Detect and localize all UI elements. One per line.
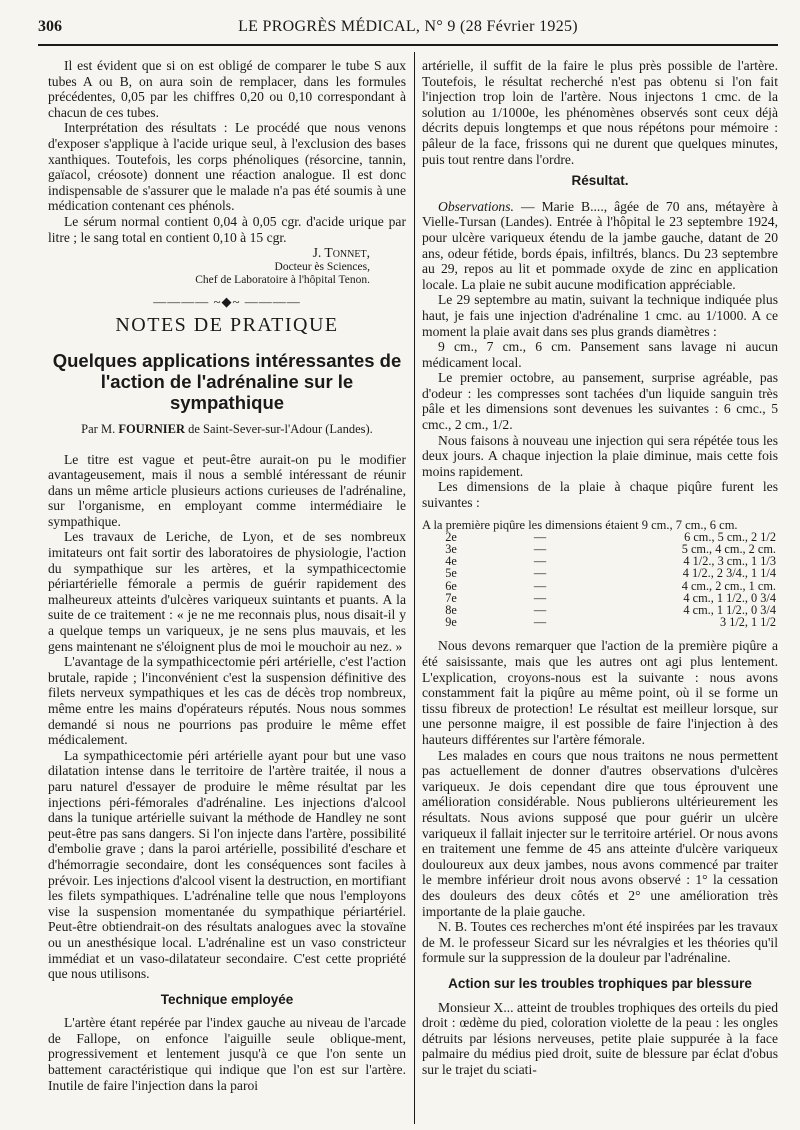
table-cell: 4 cm., 2 cm., 1 cm. — [681, 578, 776, 593]
table-cell: 5e — [445, 566, 457, 581]
paragraph — [48, 120, 406, 214]
table-cell: A la première piqûre les dimensions étaient 9 cm., 7 cm., 6 cm. — [422, 517, 738, 532]
table-row — [422, 519, 778, 531]
action-heading: Action sur les troubles trophiques par blessure — [448, 975, 752, 991]
observation — [422, 199, 778, 293]
table-row — [422, 616, 778, 628]
technique-heading: Technique employée — [160, 991, 294, 1007]
table-cell: 3e — [445, 542, 457, 557]
page-header — [38, 14, 778, 46]
table-cell: 9e — [445, 615, 457, 630]
article-title: Quelques applications intéressantes de l'action de l'adrénaline sur le sympathique — [52, 349, 402, 413]
table-cell: 3 1/2, 1 1/2 — [719, 615, 776, 630]
paragraph: N. B. Toutes ces recherches m'ont été inspirées par les travaux de M. le professeur Sicard sur les névralgies et les théories qu'il formule sur la suppression de la douleur par l'adrénaline. — [422, 919, 778, 966]
table-cell: — — [533, 529, 547, 544]
byline — [48, 422, 406, 438]
paragraph: Le titre est vague et peut-être aurait-on pu le modifier avantageusement, mais il nous a semblé intéressant de réunir dans un même article plusieurs actions curieuses de l'adrénaline, sur l'organisme, en employant comme intermédiaire le sympathique. — [48, 451, 406, 529]
table-cell: 4e — [445, 554, 457, 569]
table-row — [422, 567, 778, 579]
table-cell: 4 1/2., 3 cm., 1 1/3 — [683, 554, 776, 569]
table-cell: — — [533, 578, 547, 593]
paragraph: Les malades en cours que nous traitons ne nous permettent pas actuellement de donner d'autres observations d'ulcères variqueux. Je dois cependant dire que tous éprouvent une amélioration considérable. Nous publierons ultérieurement les résultats. Nous avions supposé que pour guérir un ulcère variqueux il fallait injecter sur le territoire artériel. Or nous avons en traitement une femme de 45 ans atteinte d'ulcère variqueux douloureux aux deux jambes, nous avons commencé par traiter le membre inférieur droit nous avons observé : 1° la cessation des douleurs des deux côtés et 2° une amélioration très importante de la plaie gauche. — [422, 747, 778, 919]
signature-affiliation: Chef de Laboratoire à l'hôpital Tenon. — [195, 273, 370, 286]
paragraph: 9 cm., 7 cm., 6 cm. Pansement sans lavage ni aucun médicament local. — [422, 339, 778, 370]
table-cell: 6e — [445, 578, 457, 593]
signature-name: J. Tonnet, — [312, 245, 370, 261]
section-title: NOTES DE PRATIQUE — [115, 314, 339, 337]
left-column — [48, 58, 406, 1093]
paragraph: Le 29 septembre au matin, suivant la technique indiquée plus haut, je fais une injection d'adrénaline 1 cmc. au 1/1000. A ce moment la plaie avait dans ses plus grands diamètres : — [422, 292, 778, 339]
paragraph: Le premier octobre, au pansement, surprise agréable, pas d'odeur : les compresses sont tachées d'un liquide sanguin très pâle et les dimensions sont devenues les suivantes : 6 cmc., 5 cmc., 2 cm., 1/2. — [422, 370, 778, 433]
signature-title: Docteur ès Sciences, — [274, 260, 370, 273]
table-cell: 4 1/2., 2 3/4., 1 1/4 — [682, 566, 776, 581]
table-row — [422, 580, 778, 592]
table-cell: 8e — [445, 603, 457, 618]
table-cell: 5 cm., 4 cm., 2 cm. — [681, 542, 776, 557]
journal-title: LE PROGRÈS MÉDICAL, N° 9 (28 Février 1925) — [238, 18, 578, 35]
right-column — [422, 58, 778, 1077]
paragraph: Nous faisons à nouveau une injection qui sera répétée tous les deux jours. A chaque injection la plaie diminue, mais cette fois moins rapidement. — [422, 432, 778, 479]
table-cell: 4 cm., 1 1/2., 0 3/4 — [683, 603, 776, 618]
signature — [48, 245, 406, 287]
paragraph-text: Interprétation des résultats : Le procédé que nous venons d'exposer s'applique à l'acide urique seul, à l'exclusion des bases xanthiques. Toutefois, les corps phénoliques (résorcine, tannin, gaïacol, créosote) donnent une réaction analogue. Il est donc indispensable de s'assurer que le malade n'a pas été soumis à une médication contenant ces phénols. — [48, 120, 406, 214]
observation-text: — Marie B...., âgée de 70 ans, métayère à Vielle-Tursan (Landes). Entrée à l'hôpital le 23 septembre 1924, pour ulcère variqueux étendu de la jambe gauche, datant de 20 ans, odeur fétide, bords épais, infiltrés, blancs. Du 23 septembre au 29, repos au lit et pommade oxyde de zinc en application locale. La plaie ne subit aucune modification appréciable. — [422, 198, 778, 292]
table-cell: 4 cm., 1 1/2., 0 3/4 — [683, 590, 776, 605]
paragraph: L'avantage de la sympathicectomie péri artérielle, c'est l'action brutale, rapide ; l'inconvénient c'est la suspension définitive des filets nerveux sympathiques et les cas de décès trop nombreux, même entre les mains d'opérateurs réputés. Nous nous sommes demandé si nous ne pourrions pas produire le même effet médicalement. — [48, 654, 406, 748]
byline-place: de Saint-Sever-sur-l'Adour (Landes). — [188, 421, 373, 436]
observation-label: Observations. — [438, 198, 514, 214]
table-cell: — — [533, 554, 547, 569]
column-divider — [414, 52, 415, 1124]
table-cell: — — [533, 566, 547, 581]
table-cell: — — [533, 542, 547, 557]
paragraph: Le sérum normal contient 0,04 à 0,05 cgr. d'acide urique par litre ; le sang total en contient 0,10 à 15 cgr. — [48, 213, 406, 245]
table-cell: 7e — [445, 590, 457, 605]
byline-prefix: Par M. — [81, 421, 116, 436]
page-number: 306 — [38, 18, 62, 35]
dimensions-table — [422, 519, 778, 629]
table-cell: — — [533, 603, 547, 618]
table-cell: — — [533, 615, 547, 630]
paragraph: Il est évident que si on est obligé de comparer le tube S aux tubes A ou B, on aura soin de remplacer, dans les formules précédentes, 0,05 par les chiffres 0,20 ou 0,10 correspondant à chacun de ces tubes. — [48, 58, 406, 120]
paragraph: Les travaux de Leriche, de Lyon, et de ses nombreux imitateurs ont fait sortir des laboratoires de physiologie, l'action du sympathique sur les artères, et la sympathicectomie périartérielle fémorale a permis de guérir rapidement des malheureux atteints d'ulcères variqueux suintants et puants. A la suite de ce traitement : « je ne me reconnais plus, nous disait-il y a quelque temps un variqueux, je ne sens plus mauvais, et les gens maintenant ne s'éloignent plus de moi le mouchoir au nez. » — [48, 529, 406, 654]
ornament-divider: ———— ~◆~ ———— — [153, 293, 301, 309]
paragraph: L'artère étant repérée par l'index gauche au niveau de l'arcade de Fallope, on enfonce l'aiguille seule oblique-ment, progressivement et lentement jusqu'à ce que l'on sente un battement caractéristique qui indique que l'on est sur l'artère. Inutile de faire l'injection dans la paroi — [48, 1015, 406, 1093]
result-heading: Résultat. — [571, 173, 629, 189]
paragraph: La sympathicectomie péri artérielle ayant pour but une vaso dilatation intense dans le territoire de l'artère traitée, il nous a paru naturel d'essayer de produire le même résultat par les injections péri-fémorales d'adrénaline. Les injections d'alcool dans la tunique artérielle suivant la méthode de Handley ne sont peut-être pas sans dangers. Si l'on injecte dans l'artère, possibilité d'embolie grave ; dans la paroi artérielle, possibilité d'eschare et d'hémorragie secondaire, dont les conséquences sont faciles à prévoir. Les injections d'alcool visent la destruction, en mortifiant les filets sympathiques. L'adrénaline telle que nous l'employons vise la suspension momentanée du sympathique périartériel. Peut-être obtiendrait-on des résultats analogues avec la stovaïne ou un anesthésique local. L'adrénaline est un vaso constricteur immédiat et un vaso-dilatateur secondaire. C'est cette propriété que nous utilisons. — [48, 747, 406, 982]
paragraph: artérielle, il suffit de la faire le plus près possible de l'artère. Toutefois, le résultat recherché n'est pas obtenu si l'on fait l'injection trop loin de l'artère. Nous injectons 1 cmc. de la solution au 1/1000e, les phénomènes observés sont ceux déjà décrits depuis longtemps et que nous répétons pour mémoire : pâleur de la face, frissons qui ne durent que quelques minutes, puis tout rentre dans l'ordre. — [422, 58, 778, 167]
paragraph: Monsieur X... atteint de troubles trophiques des orteils du pied droit : œdème du pied, coloration violette de la peau : les ongles détruits par lésions nerveuses, petite plaie suppurée à la face palmaire du médius pied droit, suite de blessure par éclat d'obus sur le trajet du sciati- — [422, 999, 778, 1077]
paragraph: Les dimensions de la plaie à chaque piqûre furent les suivantes : — [422, 479, 778, 511]
paragraph: Nous devons remarquer que l'action de la première piqûre a été saisissante, mais que les autres ont agi plus lentement. L'explication, croyons-nous est la suivante : nous avons constamment fait la piqûre au même point, où il se forme un tissu fibreux de protection! Le résultat est meilleur lorsque, sur une personne maigre, il est possible de faire l'injection à des hauteurs différentes sur l'artère fémorale. — [422, 638, 778, 748]
byline-author: FOURNIER — [118, 421, 185, 436]
table-cell: 6 cm., 5 cm., 2 1/2 — [684, 529, 776, 544]
table-cell: 2e — [445, 529, 457, 544]
table-cell: — — [533, 590, 547, 605]
